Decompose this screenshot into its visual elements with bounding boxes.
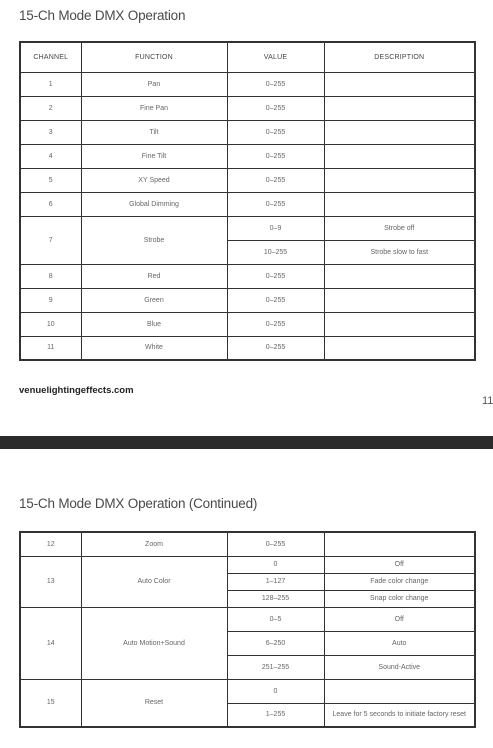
table-row [20,264,475,288]
function-cell: Global Dimming [81,192,227,216]
function-cell: Strobe [81,216,227,264]
dmx-table [19,41,476,361]
description-cell [324,72,475,96]
header-value: VALUE [227,42,324,72]
table-row [20,288,475,312]
page-divider [0,436,493,449]
channel-cell: 9 [20,288,81,312]
value-cell: 6–250 [227,631,324,655]
value-cell: 0–255 [227,120,324,144]
channel-cell: 2 [20,96,81,120]
value-cell: 0–5 [227,607,324,631]
channel-cell: 12 [20,532,81,556]
description-cell [324,532,475,556]
description-cell [324,192,475,216]
value-cell: 0–255 [227,336,324,360]
description-cell [324,120,475,144]
value-cell: 0–255 [227,168,324,192]
function-cell: Blue [81,312,227,336]
function-cell: Reset [81,679,227,727]
description-cell: Fade color change [324,573,475,590]
dmx-table-continued [19,531,476,728]
value-cell: 251–255 [227,655,324,679]
value-cell: 0–255 [227,144,324,168]
table-row [20,679,475,703]
page-title: 15-Ch Mode DMX Operation [19,8,186,23]
value-cell: 0–9 [227,216,324,240]
description-cell: Sound-Active [324,655,475,679]
table-row [20,532,475,556]
channel-cell: 6 [20,192,81,216]
header-channel: CHANNEL [20,42,81,72]
description-cell [324,168,475,192]
table-row [20,312,475,336]
website-footer: venuelightingeffects.com [19,385,134,396]
description-cell: Strobe slow to fast [324,240,475,264]
value-cell: 0–255 [227,72,324,96]
channel-cell: 10 [20,312,81,336]
channel-cell: 1 [20,72,81,96]
table-row [20,556,475,573]
function-cell: Pan [81,72,227,96]
table-row [20,216,475,240]
description-cell [324,144,475,168]
value-cell: 1–127 [227,573,324,590]
value-cell: 0–255 [227,264,324,288]
description-cell [324,336,475,360]
header-description: DESCRIPTION [324,42,475,72]
table-row [20,144,475,168]
function-cell: Red [81,264,227,288]
manual-page-12 [0,449,493,748]
table-row [20,96,475,120]
function-cell: White [81,336,227,360]
channel-cell: 14 [20,607,81,679]
value-cell: 1–255 [227,703,324,727]
function-cell: XY Speed [81,168,227,192]
channel-cell: 15 [20,679,81,727]
description-cell [324,312,475,336]
header-function: FUNCTION [81,42,227,72]
channel-cell: 4 [20,144,81,168]
description-cell: Snap color change [324,590,475,607]
table-row [20,607,475,631]
channel-cell: 3 [20,120,81,144]
description-cell: Strobe off [324,216,475,240]
value-cell: 128–255 [227,590,324,607]
channel-cell: 7 [20,216,81,264]
page-number: 11 [482,395,493,407]
description-cell [324,264,475,288]
table-row [20,72,475,96]
function-cell: Fine Tilt [81,144,227,168]
value-cell: 10–255 [227,240,324,264]
value-cell: 0–255 [227,96,324,120]
function-cell: Fine Pan [81,96,227,120]
value-cell: 0–255 [227,192,324,216]
description-cell: Auto [324,631,475,655]
function-cell: Green [81,288,227,312]
value-cell: 0–255 [227,312,324,336]
function-cell: Auto Color [81,556,227,607]
table-row [20,336,475,360]
description-cell: Leave for 5 seconds to initiate factory reset [324,703,475,727]
table-row [20,192,475,216]
value-cell: 0–255 [227,288,324,312]
value-cell: 0 [227,556,324,573]
table-row [20,120,475,144]
description-cell: Off [324,556,475,573]
value-cell: 0 [227,679,324,703]
table-row [20,168,475,192]
channel-cell: 13 [20,556,81,607]
description-cell [324,679,475,703]
function-cell: Zoom [81,532,227,556]
function-cell: Tilt [81,120,227,144]
description-cell [324,96,475,120]
channel-cell: 5 [20,168,81,192]
description-cell [324,288,475,312]
page-title: 15-Ch Mode DMX Operation (Continued) [19,496,258,511]
function-cell: Auto Motion+Sound [81,607,227,679]
channel-cell: 8 [20,264,81,288]
value-cell: 0–255 [227,532,324,556]
description-cell: Off [324,607,475,631]
table-header-row [20,42,475,72]
channel-cell: 11 [20,336,81,360]
